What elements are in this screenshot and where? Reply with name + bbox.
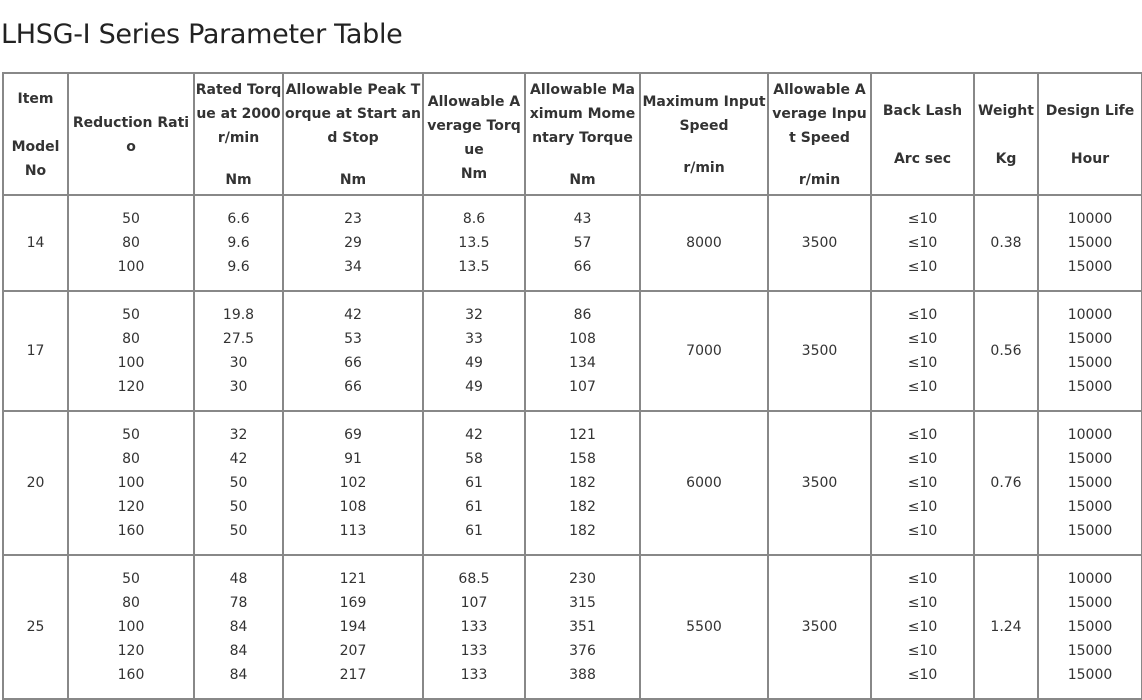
cell-value: 207 xyxy=(339,643,367,659)
cell-value: 315 xyxy=(569,595,596,611)
cell-value: 100 xyxy=(117,355,145,371)
peak-torque-cell xyxy=(283,411,423,555)
cell-value: 15000 xyxy=(1067,523,1113,539)
cell-value: ≤10 xyxy=(907,475,938,491)
cell-value: 13.5 xyxy=(458,235,490,251)
cell-value: 121 xyxy=(569,427,596,443)
cell-value: 50 xyxy=(122,211,140,227)
cell-value: 351 xyxy=(569,619,596,635)
cell-value: 61 xyxy=(465,475,483,491)
cell-value: 15000 xyxy=(1067,331,1113,347)
design-life-cell xyxy=(1038,195,1142,291)
table-row xyxy=(3,555,1142,699)
cell-value: 50 xyxy=(122,571,140,587)
average-torque-cell xyxy=(423,411,525,555)
max-input-speed-cell: 7000 xyxy=(640,291,768,411)
cell-value: 15000 xyxy=(1067,667,1113,683)
cell-value: 182 xyxy=(569,475,596,491)
cell-value: ≤10 xyxy=(907,571,938,587)
cell-value: 217 xyxy=(339,667,367,683)
cell-value: ≤10 xyxy=(907,595,938,611)
cell-value: 50 xyxy=(122,307,140,323)
cell-value: 6.6 xyxy=(227,211,250,227)
cell-value: 49 xyxy=(465,379,483,395)
backlash-cell xyxy=(871,195,974,291)
cell-value: 30 xyxy=(229,379,248,395)
cell-value: ≤10 xyxy=(907,643,938,659)
table-row xyxy=(3,291,1142,411)
cell-value: 32 xyxy=(229,427,248,443)
peak-torque-cell xyxy=(283,555,423,699)
cell-value: 120 xyxy=(117,379,145,395)
reduction-ratio-cell xyxy=(68,195,194,291)
cell-value: 376 xyxy=(569,643,596,659)
momentary-torque-cell xyxy=(525,291,640,411)
momentary-torque-cell xyxy=(525,411,640,555)
cell-value: 42 xyxy=(229,451,248,467)
backlash-cell xyxy=(871,411,974,555)
table-row xyxy=(3,195,1142,291)
cell-value: 50 xyxy=(229,523,248,539)
cell-value: 102 xyxy=(339,475,367,491)
header-peak-torque: Allowable Peak Torque at Start and Stop Nm xyxy=(283,73,423,195)
cell-value: 30 xyxy=(229,355,248,371)
page-title: LHSG-I Series Parameter Table xyxy=(1,19,403,50)
cell-value: 133 xyxy=(460,643,488,659)
rated-torque-cell xyxy=(194,291,283,411)
backlash-cell xyxy=(871,555,974,699)
cell-value: 160 xyxy=(117,667,145,683)
cell-value: 57 xyxy=(573,235,592,251)
cell-value: 58 xyxy=(465,451,483,467)
cell-value: 69 xyxy=(344,427,362,443)
cell-value: 121 xyxy=(339,571,367,587)
cell-value: 15000 xyxy=(1067,619,1113,635)
cell-value: 15000 xyxy=(1067,595,1113,611)
cell-value: 158 xyxy=(569,451,596,467)
table-body xyxy=(3,195,1142,699)
weight-cell: 0.56 xyxy=(974,291,1038,411)
cell-value: 91 xyxy=(344,451,362,467)
cell-value: 49 xyxy=(465,355,483,371)
cell-value: ≤10 xyxy=(907,523,938,539)
average-torque-cell xyxy=(423,195,525,291)
cell-value: 33 xyxy=(465,331,483,347)
cell-value: 8.6 xyxy=(462,211,486,227)
cell-value: 50 xyxy=(229,475,248,491)
cell-value: 107 xyxy=(460,595,488,611)
header-row xyxy=(3,73,1142,195)
cell-value: 160 xyxy=(117,523,145,539)
reduction-ratio-cell xyxy=(68,291,194,411)
cell-value: 10000 xyxy=(1067,427,1113,443)
cell-value: 84 xyxy=(229,619,248,635)
header-avg-input-speed: Allowable Average Input Speed r/min xyxy=(768,73,871,195)
design-life-cell xyxy=(1038,411,1142,555)
peak-torque-cell xyxy=(283,195,423,291)
cell-value: 107 xyxy=(569,379,596,395)
average-torque-cell xyxy=(423,555,525,699)
weight-cell: 0.76 xyxy=(974,411,1038,555)
cell-value: 108 xyxy=(339,499,367,515)
cell-value: 68.5 xyxy=(458,571,490,587)
peak-torque-cell xyxy=(283,291,423,411)
avg-input-speed-cell: 3500 xyxy=(768,291,871,411)
cell-value: 42 xyxy=(465,427,483,443)
model-number-cell: 25 xyxy=(3,555,68,699)
cell-value: 80 xyxy=(122,451,140,467)
header-reduction-ratio: Reduction Ratio xyxy=(68,73,194,195)
cell-value: 48 xyxy=(229,571,248,587)
cell-value: 10000 xyxy=(1067,307,1113,323)
model-number-cell: 20 xyxy=(3,411,68,555)
cell-value: 113 xyxy=(339,523,367,539)
cell-value: 66 xyxy=(344,379,362,395)
weight-cell: 1.24 xyxy=(974,555,1038,699)
cell-value: 61 xyxy=(465,499,483,515)
cell-value: 42 xyxy=(344,307,362,323)
cell-value: 15000 xyxy=(1067,259,1113,275)
momentary-torque-cell xyxy=(525,555,640,699)
rated-torque-cell xyxy=(194,555,283,699)
cell-value: 61 xyxy=(465,523,483,539)
cell-value: 27.5 xyxy=(222,331,255,347)
parameter-table xyxy=(2,72,1142,700)
cell-value: 182 xyxy=(569,523,596,539)
header-backlash: Back Lash Arc sec xyxy=(871,73,974,195)
header-rated-torque: Rated Torque at 2000 r/min Nm xyxy=(194,73,283,195)
cell-value: 19.8 xyxy=(222,307,255,323)
cell-value: 133 xyxy=(460,667,488,683)
cell-value: 9.6 xyxy=(227,259,250,275)
cell-value: 50 xyxy=(229,499,248,515)
cell-value: 80 xyxy=(122,235,140,251)
average-torque-cell xyxy=(423,291,525,411)
cell-value: 194 xyxy=(339,619,367,635)
cell-value: 84 xyxy=(229,643,248,659)
cell-value: ≤10 xyxy=(907,259,938,275)
header-weight: Weight Kg xyxy=(974,73,1038,195)
cell-value: 15000 xyxy=(1067,451,1113,467)
cell-value: 80 xyxy=(122,331,140,347)
cell-value: ≤10 xyxy=(907,355,938,371)
rated-torque-cell xyxy=(194,411,283,555)
cell-value: 133 xyxy=(460,619,488,635)
header-momentary-torque: Allowable Maximum Momentary Torque Nm xyxy=(525,73,640,195)
cell-value: 108 xyxy=(569,331,596,347)
cell-value: 120 xyxy=(117,499,145,515)
cell-value: ≤10 xyxy=(907,427,938,443)
header-design-life: Design Life Hour xyxy=(1038,73,1142,195)
cell-value: 15000 xyxy=(1067,235,1113,251)
cell-value: 86 xyxy=(573,307,592,323)
model-number-cell: 14 xyxy=(3,195,68,291)
reduction-ratio-cell xyxy=(68,411,194,555)
max-input-speed-cell: 5500 xyxy=(640,555,768,699)
avg-input-speed-cell: 3500 xyxy=(768,411,871,555)
cell-value: ≤10 xyxy=(907,331,938,347)
backlash-cell xyxy=(871,291,974,411)
cell-value: 10000 xyxy=(1067,211,1113,227)
cell-value: ≤10 xyxy=(907,235,938,251)
cell-value: 29 xyxy=(344,235,362,251)
cell-value: 169 xyxy=(339,595,367,611)
cell-value: 100 xyxy=(117,619,145,635)
cell-value: 182 xyxy=(569,499,596,515)
cell-value: ≤10 xyxy=(907,619,938,635)
cell-value: 66 xyxy=(573,259,592,275)
max-input-speed-cell: 6000 xyxy=(640,411,768,555)
weight-cell: 0.38 xyxy=(974,195,1038,291)
model-number-cell: 17 xyxy=(3,291,68,411)
cell-value: 15000 xyxy=(1067,499,1113,515)
cell-value: 80 xyxy=(122,595,140,611)
cell-value: 388 xyxy=(569,667,596,683)
cell-value: 84 xyxy=(229,667,248,683)
cell-value: 13.5 xyxy=(458,259,490,275)
cell-value: 15000 xyxy=(1067,643,1113,659)
cell-value: 120 xyxy=(117,643,145,659)
table-row xyxy=(3,411,1142,555)
header-model: Item Model No xyxy=(3,73,68,195)
cell-value: 100 xyxy=(117,259,145,275)
cell-value: ≤10 xyxy=(907,211,938,227)
momentary-torque-cell xyxy=(525,195,640,291)
avg-input-speed-cell: 3500 xyxy=(768,195,871,291)
max-input-speed-cell: 8000 xyxy=(640,195,768,291)
cell-value: ≤10 xyxy=(907,499,938,515)
avg-input-speed-cell: 3500 xyxy=(768,555,871,699)
cell-value: 53 xyxy=(344,331,362,347)
cell-value: 10000 xyxy=(1067,571,1113,587)
reduction-ratio-cell xyxy=(68,555,194,699)
cell-value: 34 xyxy=(344,259,362,275)
header-max-input-speed: Maximum Input Speed r/min xyxy=(640,73,768,195)
cell-value: 15000 xyxy=(1067,355,1113,371)
cell-value: 134 xyxy=(569,355,596,371)
cell-value: 23 xyxy=(344,211,362,227)
cell-value: 78 xyxy=(229,595,248,611)
cell-value: 15000 xyxy=(1067,379,1113,395)
cell-value: 230 xyxy=(569,571,596,587)
cell-value: 15000 xyxy=(1067,475,1113,491)
rated-torque-cell xyxy=(194,195,283,291)
cell-value: 43 xyxy=(573,211,592,227)
cell-value: 9.6 xyxy=(227,235,250,251)
cell-value: ≤10 xyxy=(907,667,938,683)
cell-value: 66 xyxy=(344,355,362,371)
cell-value: 32 xyxy=(465,307,483,323)
cell-value: ≤10 xyxy=(907,307,938,323)
cell-value: ≤10 xyxy=(907,379,938,395)
cell-value: 50 xyxy=(122,427,140,443)
design-life-cell xyxy=(1038,555,1142,699)
cell-value: 100 xyxy=(117,475,145,491)
header-average-torque: Allowable Average Torque Nm xyxy=(423,73,525,195)
design-life-cell xyxy=(1038,291,1142,411)
cell-value: ≤10 xyxy=(907,451,938,467)
